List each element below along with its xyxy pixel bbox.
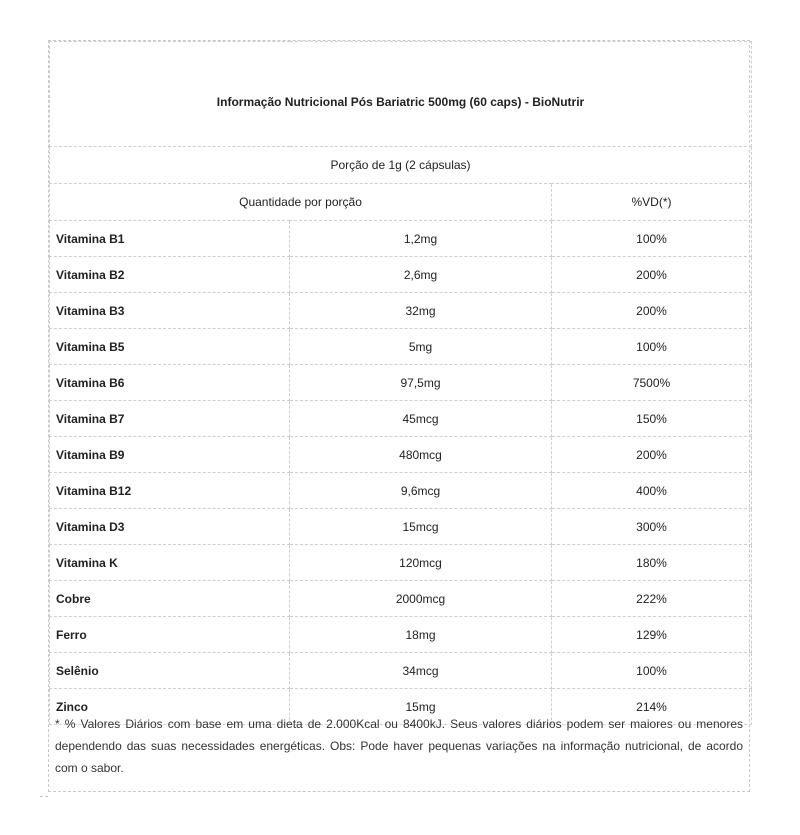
nutrient-name: Zinco (50, 689, 290, 725)
table-row (50, 329, 752, 365)
nutrient-amount: 15mg (290, 689, 552, 725)
table-row (50, 365, 752, 401)
nutrient-daily-value: 150% (552, 401, 752, 437)
nutrient-daily-value: 200% (552, 293, 752, 329)
nutrient-daily-value: 200% (552, 437, 752, 473)
nutrient-daily-value: 7500% (552, 365, 752, 401)
nutrient-amount: 120mcg (290, 545, 552, 581)
nutrient-name: Vitamina B2 (50, 257, 290, 293)
nutrient-daily-value: 214% (552, 689, 752, 725)
nutrient-amount: 97,5mg (290, 365, 552, 401)
nutrient-daily-value: 100% (552, 221, 752, 257)
nutrient-amount: 480mcg (290, 437, 552, 473)
nutrient-daily-value: 100% (552, 329, 752, 365)
nutrient-daily-value: 222% (552, 581, 752, 617)
daily-values-footnote: * % Valores Diários com base em uma dieta de 2.000Kcal ou 8400kJ. Seus valores diários podem ser maiores ou menores dependendo das suas necessidades energéticas. Obs: Pode haver pequenas variações na informação nutricional, de acordo com o sabor. (55, 717, 743, 775)
table-title: Informação Nutricional Pós Bariatric 500mg (60 caps) - BioNutrir (50, 42, 752, 147)
table-row (50, 257, 752, 293)
nutrient-name: Vitamina B9 (50, 437, 290, 473)
table-row (50, 221, 752, 257)
table-row (50, 293, 752, 329)
nutrient-amount: 2000mcg (290, 581, 552, 617)
portion-size: Porção de 1g (2 cápsulas) (50, 147, 752, 184)
table-row (50, 545, 752, 581)
table-row (50, 473, 752, 509)
nutrient-daily-value: 300% (552, 509, 752, 545)
nutrient-name: Vitamina B12 (50, 473, 290, 509)
nutrient-amount: 45mcg (290, 401, 552, 437)
nutrient-daily-value: 129% (552, 617, 752, 653)
table-row (50, 509, 752, 545)
table-row (50, 401, 752, 437)
nutrient-daily-value: 180% (552, 545, 752, 581)
table-row (50, 581, 752, 617)
nutrient-name: Vitamina B3 (50, 293, 290, 329)
nutrient-name: Vitamina B6 (50, 365, 290, 401)
nutrient-daily-value: 200% (552, 257, 752, 293)
nutrient-name: Ferro (50, 617, 290, 653)
nutrient-amount: 34mcg (290, 653, 552, 689)
nutrient-name: Selênio (50, 653, 290, 689)
table-row (50, 653, 752, 689)
corner-mark (40, 796, 48, 799)
quantity-column-header: Quantidade por porção (50, 184, 552, 221)
nutrient-amount: 5mg (290, 329, 552, 365)
daily-value-column-header: %VD(*) (552, 184, 752, 221)
nutrient-name: Vitamina B7 (50, 401, 290, 437)
nutrient-amount: 32mg (290, 293, 552, 329)
nutrition-facts-panel (48, 40, 750, 792)
nutrient-amount: 15mcg (290, 509, 552, 545)
table-row (50, 437, 752, 473)
nutrient-amount: 18mg (290, 617, 552, 653)
nutrient-amount: 9,6mcg (290, 473, 552, 509)
nutrient-daily-value: 100% (552, 653, 752, 689)
nutrient-name: Cobre (50, 581, 290, 617)
nutrient-amount: 1,2mg (290, 221, 552, 257)
nutrient-name: Vitamina B1 (50, 221, 290, 257)
nutrient-name: Vitamina B5 (50, 329, 290, 365)
nutrient-name: Vitamina K (50, 545, 290, 581)
nutrition-table (49, 41, 752, 725)
table-row (50, 617, 752, 653)
nutrient-name: Vitamina D3 (50, 509, 290, 545)
nutrient-amount: 2,6mg (290, 257, 552, 293)
nutrient-daily-value: 400% (552, 473, 752, 509)
